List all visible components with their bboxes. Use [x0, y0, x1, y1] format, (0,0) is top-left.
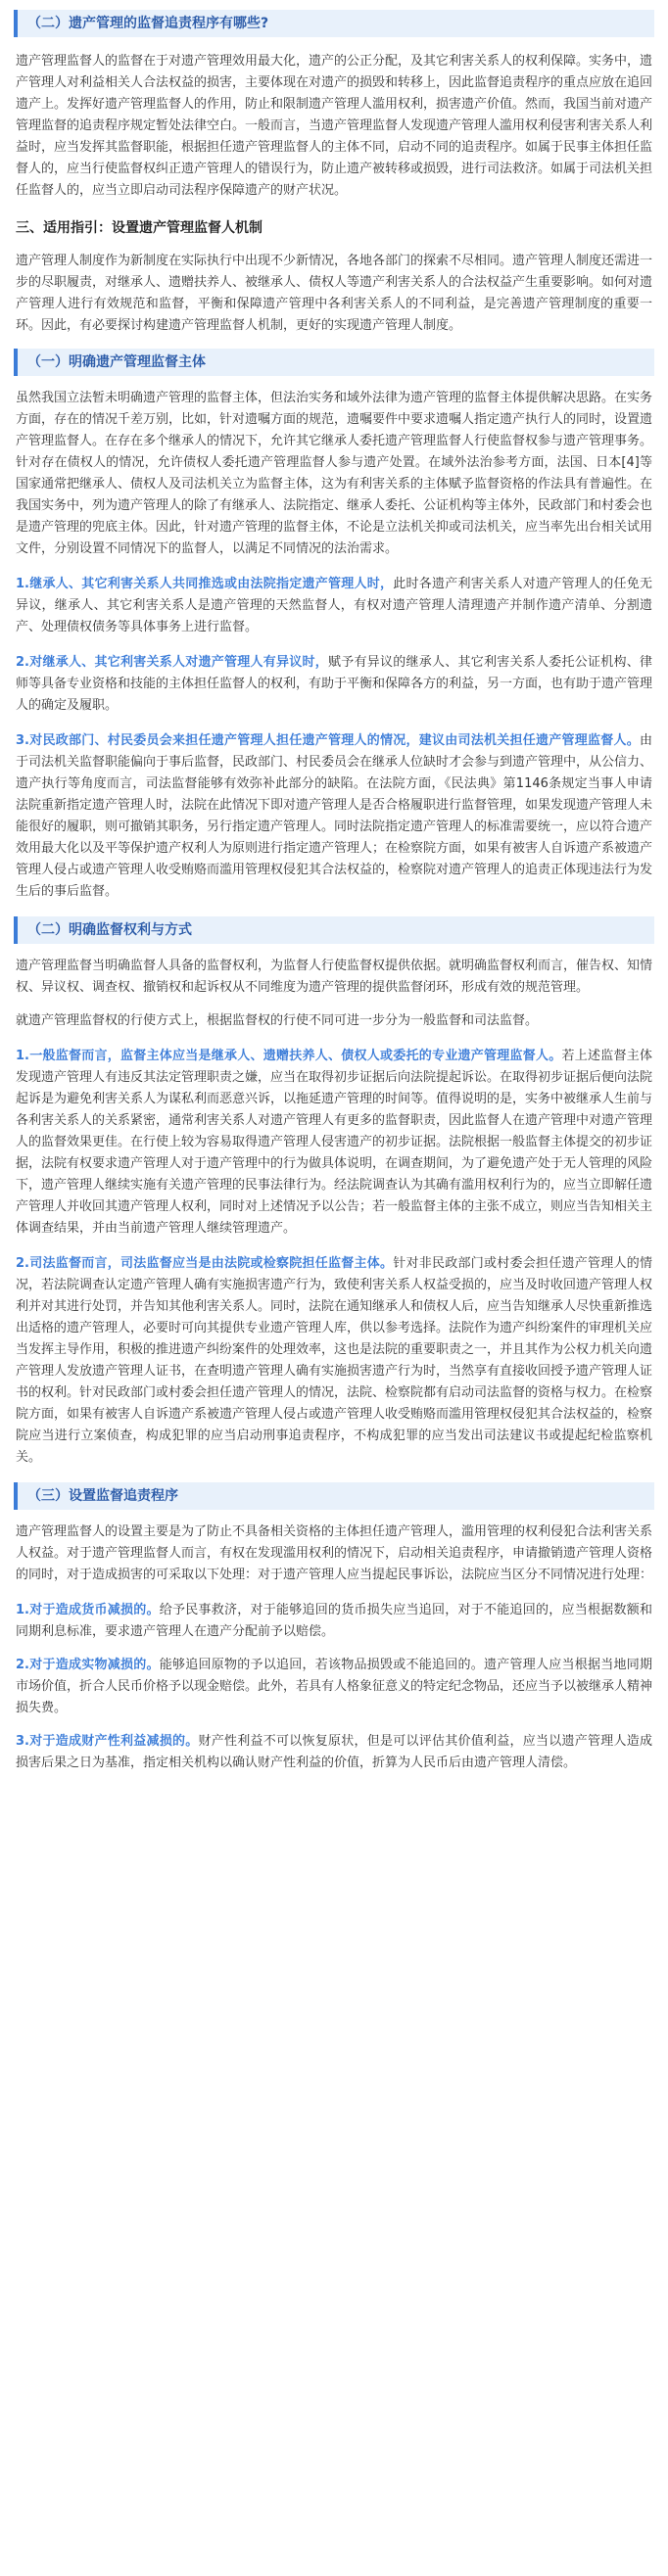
section-title-sub1: （一）明确遗产管理监督主体: [14, 349, 654, 376]
paragraph-judicial-supervision: [16, 1253, 652, 1469]
section-title-sub2: （二）明确监督权利与方式: [14, 916, 654, 944]
general-supervision-body: 若上述监督主体发现遗产管理人有违反其法定管理职责之嫌，应当在取得初步证据后向法院提起诉讼。在取得初步证据后便向法院起诉是为避免利害关系人为谋私利而恶意兴诉，以拖延遗产管理的时间等。值得说明的是，实务中被继承人生前与各利害关系人的关系紧密，通常利害关系人对遗产管理人有更多的监督职责，因此监督人在遗产管理中对遗产管理人的监督效果更佳。在行使上较为容易取得遗产管理人侵害遗产的初步证据。法院根据一般监督主体提交的初步证据，法院有权要求遗产管理人对于遗产管理中的行为做具体说明，在调查期间，为了避免遗产处于无人管理的风险下，遗产管理人继续实施有关遗产管理的民事法律行为。经法院调查认为其确有滥用权利行为的，应当立即解任遗产管理人并收回其遗产管理人权利，同时对上述情况予以公告；若一般监督主体的主张不成立，则应当告知相关主体调查结果，并由当前遗产管理人继续管理遗产。: [16, 1049, 652, 1236]
paragraph-point-1: [16, 574, 652, 638]
paragraph-sub2: 遗产管理监督当明确监督人具备的监督权利，为监督人行使监督权提供依据。就明确监督权利而言，催告权、知情权、异议权、调查权、撤销权和起诉权从不同维度为遗产管理的提供监督闭环，形成有效的规范管理。: [16, 959, 652, 995]
paragraph-point-2: [16, 652, 652, 717]
paragraph-general-supervision: [16, 1046, 652, 1240]
paragraph-sub1: 虽然我国立法暂未明确遗产管理的监督主体，但法治实务和域外法律为遗产管理的监督主体提供解决思路。在实务方面，存在的情况千差万别，比如，针对遗嘱方面的规范，遗嘱要件中要求遗嘱人指定遗产执行人的同时，设置遗产管理监督人。在存在多个继承人的情况下，允许其它继承人委托遗产管理监督人行使监督权参与遗产管理事务。针对存在债权人的情况，允许债权人委托遗产管理监督人参与遗产处置。在域外法治参考方面，法国、日本[4]等国家通常把继承人、债权人及司法机关立为监督主体，这为有利害关系的主体赋予监督资格的作法具有普遍性。在我国实务中，列为遗产管理人的除了有继承人、法院指定、继承人委托、公证机构等主体外，民政部门和村委会也是遗产管理的兜底主体。因此，针对遗产管理的监督主体，不论是立法机关抑或司法机关，应当率先出台相关试用文件，分别设置不同情况下的监督人，以满足不同情况的法治需求。: [16, 391, 652, 556]
paragraph-remedy-1: [16, 1600, 652, 1643]
paragraph-s3: 遗产管理人制度作为新制度在实际执行中出现不少新情况，各地各部门的探索不尽相同。遗产管理人制度还需进一步的尽职履责，对继承人、遗赠扶养人、被继承人、债权人等遗产利害关系人的合法权益产生重要影响。如何对遗产管理人进行有效规范和监督，平衡和保障遗产管理中各利害关系人的不同利益，是完善遗产管理制度的重要一环。因此，有必要探讨构建遗产管理监督人机制，更好的实现遗产管理人制度。: [16, 254, 652, 333]
paragraph-remedy-3: [16, 1731, 652, 1774]
paragraph-q2: 遗产管理监督人的监督在于对遗产管理效用最大化，遗产的公正分配，及其它利害关系人的权利保障。实务中，遗产管理人对利益相关人合法权益的损害，主要体现在对遗产的损毁和转移上，因此监督追责程序的重点应放在追回遗产上。发挥好遗产管理监督人的作用，防止和限制遗产管理人滥用权利，损害遗产价值。然而，我国当前对遗产管理监督的追责程序规定暂处法律空白。一般而言，当遗产管理监督人发现遗产管理人滥用权利侵害利害关系人利益时，应当发挥其监督职能，根据担任遗产管理监督人的主体不同，启动不同的追责程序。如属于民事主体担任监督人的，应当行使监督权纠正遗产管理人的错误行为，防止遗产被转移或损毁，进行司法救济。如属于司法机关担任监督人的，应当立即启动司法程序保障遗产的财产状况。: [16, 54, 652, 198]
judicial-supervision-body: 针对非民政部门或村委会担任遗产管理人的情况，若法院调查认定遗产管理人确有实施损害遗产行为，致使利害关系人权益受损的，应当及时收回遗产管理人权利并对其进行处罚，并告知其他利害关系人。同时，法院在通知继承人和债权人后，应当告知继承人尽快重新推选出适格的遗产管理人，必要时可向其提供专业遗产管理人库，供以参考选择。法院作为遗产纠纷案件的审理机关应当发挥主导作用，积极的推进遗产纠纷案件的处理效率，这也是法院的重要职责之一，并且其作为公权力机关向遗产管理人发放遗产管理人证书，在查明遗产管理人确有实施损害遗产行为时，当然享有直接收回授予遗产管理人证书的权利。针对民政部门或村委会担任遗产管理人的情况，法院、检察院都有启动司法监督的资格与权力。在检察院方面，如果有被害人自诉遗产系被遗产管理人侵占或遗产管理人收受贿赂而滥用管理权侵犯其合法权益的，检察院应当进行立案侦查，构成犯罪的应当启动刑事追责程序，不构成犯罪的应当发出司法建议书或提起纪检监察机关。: [16, 1256, 652, 1465]
remedy-1-body: 给予民事救济，对于能够追回的货币损失应当追回，对于不能追回的，应当根据数额和同期利息标准，要求遗产管理人在遗产分配前予以赔偿。: [16, 1603, 652, 1639]
point-3-body: 由于司法机关监督职能偏向于事后监督，民政部门、村民委员会在继承人位缺时才会参与到遗产管理中，从公信力、遗产执行等角度而言，司法监督能够有效弥补此部分的缺陷。在法院方面，《民法典》第1146条规定当事人申请法院重新指定遗产管理人时，法院在此情况下即对遗产管理人是否合格履职进行监督管理，如果发现遗产管理人未能很好的履职，则可撤销其职务，另行指定遗产管理人。同时法院指定遗产管理人的标准需要统一，应以符合遗产效用最大化以及平等保护遗产权利人为原则进行指定遗产管理人；在检察院方面，如果有被害人自诉遗产系被遗产管理人侵占或遗产管理人收受贿赂而滥用管理权侵犯其合法权益的，检察院对遗产管理人的追责正体现违法行为发生后的事后监督。: [16, 733, 652, 899]
point-1-lead: 1.继承人、其它利害关系人共同推选或由法院指定遗产管理人时，: [16, 577, 394, 591]
paragraph-sub2-method: 就遗产管理监督权的行使方式上，根据监督权的行使不同可进一步分为一般监督和司法监督。: [16, 1013, 539, 1028]
section-title-q2: （二）遗产管理的监督追责程序有哪些?: [14, 10, 654, 37]
point-2-lead: 2.对继承人、其它利害关系人对遗产管理人有异议时，: [16, 655, 328, 670]
paragraph-point-3: [16, 730, 652, 903]
section-title-sub3: （三）设置监督追责程序: [14, 1482, 654, 1510]
section-heading-3: 三、适用指引：设置遗产管理监督人机制: [16, 220, 262, 236]
remedy-2-lead: 2.对于造成实物减损的。: [16, 1658, 160, 1672]
point-1-body: 此时各遗产利害关系人对遗产管理人的任免无异议，继承人、其它利害关系人是遗产管理的天然监督人，有权对遗产管理人清理遗产并制作遗产清单、分割遗产、处理债权债务等具体事务上进行监督。: [16, 577, 652, 634]
remedy-3-lead: 3.对于造成财产性利益减损的。: [16, 1734, 199, 1749]
point-3-lead: 3.对民政部门、村民委员会来担任遗产管理人担任遗产管理人的情况，建议由司法机关担任遗产管理监督人。: [16, 733, 640, 748]
remedy-2-body: 能够追回原物的予以追回，若该物品损毁或不能追回的。遗产管理人应当根据当地同期市场价值，折合人民币价格予以现金赔偿。此外，若具有人格象征意义的特定纪念物品，还应当予以被继承人精神损失费。: [16, 1658, 652, 1715]
general-supervision-lead: 1.一般监督而言，监督主体应当是继承人、遗赠扶养人、债权人或委托的专业遗产管理监督人。: [16, 1049, 562, 1063]
paragraph-remedy-2: [16, 1655, 652, 1719]
paragraph-sub3: 遗产管理监督人的设置主要是为了防止不具备相关资格的主体担任遗产管理人，滥用管理的权利侵犯合法利害关系人权益。对于遗产管理监督人而言，有权在发现滥用权利的情况下，启动相关追责程序，申请撤销遗产管理人资格的同时，对于造成损害的可采取以下处理：对于遗产管理人应当提起民事诉讼，法院应当区分不同情况进行处理：: [16, 1524, 652, 1582]
judicial-supervision-lead: 2.司法监督而言，司法监督应当是由法院或检察院担任监督主体。: [16, 1256, 394, 1271]
point-2-body: 赋予有异议的继承人、其它利害关系人委托公证机构、律师等具备专业资格和技能的主体担任监督人的权利，有助于平衡和保障各方的利益，另一方面，也有助于遗产管理人的确定及履职。: [16, 655, 652, 713]
remedy-3-body: 财产性利益不可以恢复原状，但是可以评估其价值利益，应当以遗产管理人造成损害后果之日为基准，指定相关机构以确认财产性利益的价值，折算为人民币后由遗产管理人清偿。: [16, 1734, 652, 1770]
remedy-1-lead: 1.对于造成货币减损的。: [16, 1603, 160, 1617]
